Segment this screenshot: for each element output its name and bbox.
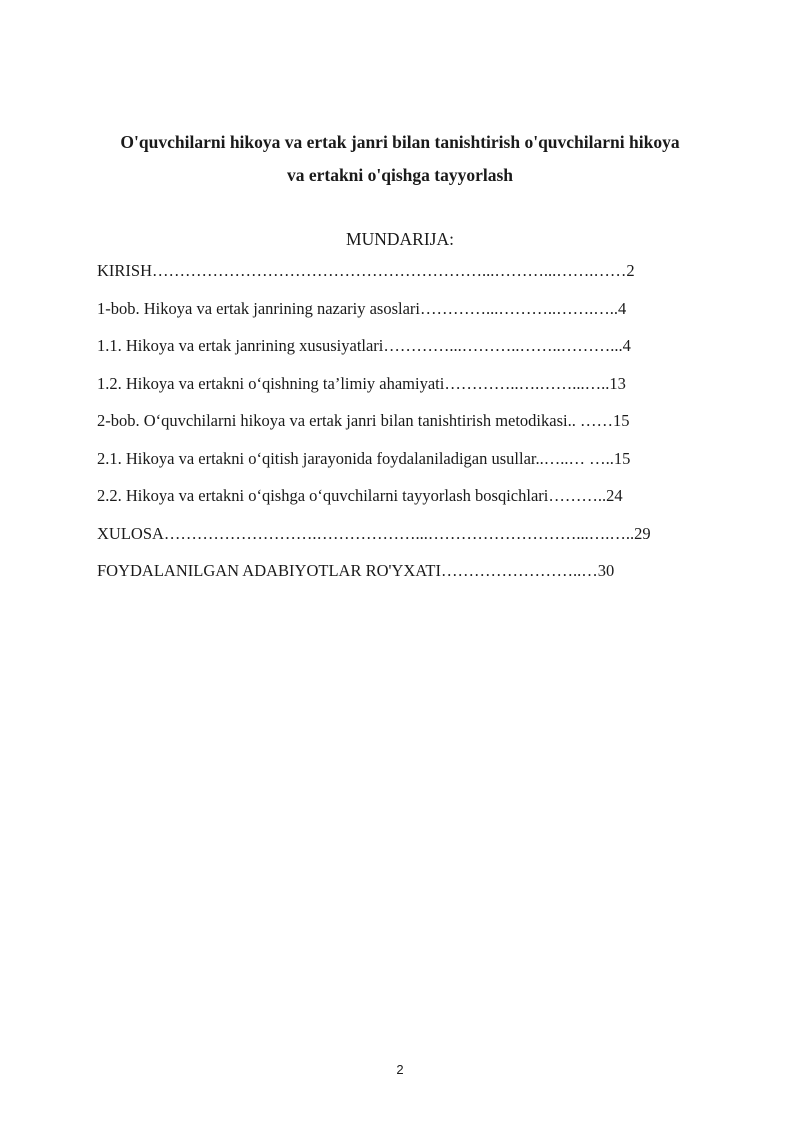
toc-entry-conclusion	[97, 521, 717, 559]
toc-entry-introduction	[97, 258, 717, 296]
toc-entry-section-2-1	[97, 446, 717, 484]
toc-entry-chapter-1	[97, 296, 717, 334]
page-number: 2	[396, 1062, 404, 1077]
toc-entry-leader: .. ……	[567, 411, 613, 430]
toc-entry-page: 29	[634, 523, 651, 543]
toc-entry-leader: ……………………..…	[440, 561, 598, 580]
toc-entry-leader: …………..….……...…..	[444, 373, 610, 393]
document-title-line-2: va ertakni o'qishga tayyorlash	[286, 165, 514, 185]
toc-heading: MUNDARIJA:	[346, 229, 454, 249]
toc-entry-title: 1.2. Hikoya va ertakni o‘qishning ta’limiy ahamiyati	[97, 373, 445, 393]
document-title-line-1: O'quvchilarni hikoya va ertak janri bilan tanishtirish o'quvchilarni hikoya	[120, 132, 680, 152]
toc-entry-leader: …………...………..…….…..	[420, 298, 619, 318]
toc-entry-title: 2.2. Hikoya va ertakni o‘qishga o‘quvchilarni tayyorlash bosqichlari	[97, 486, 549, 505]
toc-entry-page: 15	[613, 448, 631, 468]
toc-entry-page: 15	[612, 411, 630, 430]
toc-entry-title: XULOSA	[97, 523, 164, 543]
toc-entry-leader: ..…..… …..	[535, 448, 614, 468]
toc-entry-page: 4	[618, 298, 627, 318]
toc-entry-title: 1-bob. Hikoya va ertak janrining nazariy asoslari	[97, 298, 421, 318]
toc-entry-title: KIRISH	[97, 261, 153, 280]
toc-entry-title: 1.1. Hikoya va ertak janrining xususiyatlari	[97, 336, 384, 355]
toc-entry-title: 2.1. Hikoya va ertakni o‘qitish jarayonida foydalaniladigan usullar	[97, 448, 536, 468]
toc-entry-page: 24	[606, 486, 623, 505]
toc-entry-section-2-2	[97, 483, 717, 521]
toc-entry-leader: ……………………….………………...………………………...….…..	[163, 523, 635, 543]
toc-entry-chapter-2	[97, 408, 717, 446]
toc-entry-leader: …………...………..……..………...	[383, 336, 623, 355]
toc-entry-title: FOYDALANILGAN ADABIYOTLAR RO'YXATI	[97, 561, 441, 580]
toc-entry-page: 2	[626, 261, 635, 280]
toc-entry-bibliography	[97, 558, 717, 596]
toc-entry-section-1-2	[97, 371, 717, 409]
toc-entry-page: 30	[597, 561, 615, 580]
toc-entry-leader: ………..	[548, 486, 607, 505]
toc-entry-title: 2-bob. O‘quvchilarni hikoya va ertak janri bilan tanishtirish metodikasi	[97, 411, 568, 430]
toc-entry-page: 13	[609, 373, 626, 393]
table-of-contents	[97, 258, 717, 596]
toc-entry-leader: ……………………………………………………...………...…….……	[152, 261, 627, 280]
document-title	[60, 126, 740, 192]
toc-entry-page: 4	[622, 336, 631, 355]
toc-entry-section-1-1	[97, 333, 717, 371]
